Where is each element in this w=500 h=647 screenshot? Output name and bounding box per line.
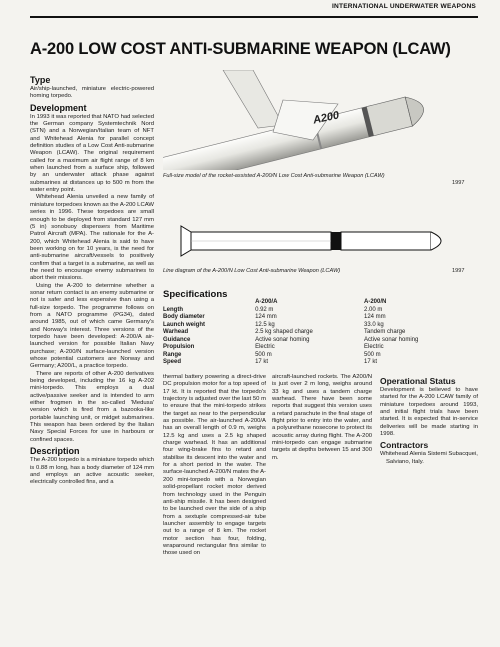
- specs-heading: Specifications: [163, 289, 228, 300]
- spec-value-a: 124 mm: [255, 314, 277, 320]
- spec-value-n: 124 mm: [363, 314, 386, 320]
- description-text: The A-200 torpedo is a miniature torpedo which is 0.88 m long, has a body diameter of 124 mm and employs an active acoustic seeker, electrically controlled fins, and a: [30, 457, 154, 486]
- torpedo-marking: A200: [312, 109, 341, 127]
- page-title: A-200 LOW COST ANTI-SUBMARINE WEAPON (LCAW): [30, 40, 451, 58]
- spec-value-a: 2.5 kg shaped charge: [255, 329, 313, 335]
- development-paragraph: In 1993 it was reported that NATO had selected the German company Systemtechnik Nord (STN) and a Norwegian/Italian team of NFT and Whitehead Alenia for parallel concept definition studies of a Low Cost Anti-submarine Weapon (LCAW). The original requirement called for a maximum air flight range of 8 km when launched from a surface ship, followed by an underwater attack phase against submarines at distances up to 500 m from the water entry point.: [30, 113, 154, 194]
- spec-value-n: 17 kt: [363, 359, 377, 365]
- left-column: [30, 73, 154, 487]
- spec-label: Propulsion: [163, 344, 195, 350]
- section-tag: INTERNATIONAL UNDERWATER WEAPONS: [331, 3, 476, 10]
- header-rule: [30, 16, 478, 18]
- operational-status-heading: Operational Status: [380, 376, 456, 386]
- body-text-col2: thermal battery powering a direct-drive DC propulsion motor for a top speed of 17 kt. It is reported that the torpedo's trajectory is adjusted over the last 50 m to ensure that the mini-torpedo strikes the target as near to the perpendicular as possible. The air-launched A-200/A has an overall length of 0.9 m, weighs 12.5 kg and uses a 2.5 kg shaped charge warhead. It has an additional four wing-brake fins to retard and stabilise its descent into the water and for a short period in the water. The surface-launched A-200/N mates the A-200 mini-torpedo with a Norwegian solid-propellant rocket motor derived from technology used in the Penguin anti-ship missile. It has been designed to be launched over the side of a ship from a sextuple compressed-air tube launcher assembly to engage targets out to a range of 8 km. The rocket motor section has four, folding, wraparound rectangular fins similar to those used on: [163, 374, 266, 557]
- specs-row: [163, 307, 463, 315]
- middle-column: [163, 374, 266, 558]
- specs-row: [163, 359, 463, 367]
- specs-row: [163, 329, 463, 337]
- spec-value-a: 500 m: [255, 351, 272, 358]
- type-text: Air/ship-launched, miniature electric-powered homing torpedo.: [30, 86, 154, 100]
- development-paragraph: Using the A-200 to determine whether a sonar return contact is an enemy submarine or not is safer and less expensive than using a full-size torpedo. The programme follows on from a NATO programme (PG34), dated around 1985, out of which came Germany's and Norway's interest. Three versions of the torpedo have been developed: A-200/A air-launched version for possible Italian Navy purchase; A-200/N surface-launched version whose potential customers are Norway and Germany; A200/L, a practice torpedo.: [30, 282, 154, 370]
- contractor-location: Salviano, Italy.: [386, 458, 424, 465]
- specs-row: [163, 337, 463, 345]
- description-heading: Description: [30, 446, 80, 457]
- development-paragraph: There are reports of other A-200 derivatives being developed, including the 16 kg A-202 mini-torpedo. This employs a dual active/passive seeker and is intended to arm either frogmen in the so-called 'Medusa' version which is fired from a bazooka-like portable launching unit, or midget submarines. This weapon has been ordered by the Italian Navy Special Forces for use in harbours or confined spaces.: [30, 370, 154, 443]
- contractor-name: Whitehead Alenia Sistemi Subacquei,: [380, 451, 478, 458]
- type-heading: Type: [30, 75, 51, 85]
- spec-value-n: 33.0 kg: [363, 321, 384, 328]
- spec-label: Speed: [163, 359, 182, 365]
- spec-value-n: 2.00 m: [363, 306, 383, 313]
- spec-value-a: 12.5 kg: [255, 321, 275, 328]
- spec-value-n: 500 m: [363, 351, 381, 358]
- specs-col-a: A-200/A: [255, 299, 278, 305]
- spec-label: Warhead: [163, 329, 189, 335]
- spec-label: Length: [163, 306, 183, 313]
- spec-value-n: Tandem charge: [363, 329, 406, 335]
- spec-value-a: 0.92 m: [255, 306, 274, 313]
- development-paragraph: Whitehead Alenia unveiled a new family of miniature torpedoes known as the A-200 LCAW series in 1996. These torpedoes are small enough to be deployed from standard 127 mm (5 in) sonobuoy dispensers from Maritime Patrol Aircraft (MPA). The rationale for the A-200, which Whitehead Alenia is said to have been working on for 10 years, is the need for anti-submarine aircraft/vessels to positively confirm that a target is a submarine, as well as the need to encourage enemy submarines to abort their missions.: [30, 194, 154, 282]
- development-heading: Development: [30, 102, 87, 113]
- spec-value-a: 17 kt: [255, 359, 269, 365]
- specs-row: [163, 322, 463, 330]
- middle-right-column: [272, 374, 372, 462]
- figure1-caption: Full-size model of the rocket-assisted A-200/N Low Cost Anti-submarine Weapon (LCAW): [163, 173, 385, 179]
- specs-col-label: [163, 299, 255, 307]
- spec-label: Guidance: [163, 336, 191, 343]
- specs-header-row: [163, 299, 463, 307]
- figure1-year: 1997: [452, 180, 465, 186]
- spec-value-n: Active sonar homing: [363, 336, 419, 343]
- operational-status-text: Development is believed to have started for the A-200 LCAW family of miniature torpedoes around 1993, and initial flight trials have been started. It is expected that in-service deliveries will be made starting in 1998.: [380, 387, 478, 438]
- body-text-col3: aircraft-launched rockets. The A200/N is just over 2 m long, weighs around 33 kg and uses a tandem charge warhead. There have been some reports that suggest this version uses a retard parachute in the final stage of flight prior to entry into the water, and a polyurethane nosecone to protect its acoustic array during flight. The A-200 mini-torpedo can engage submarine targets at depths between 15 and 300 m.: [272, 374, 372, 461]
- spec-value-a: Electric: [255, 344, 275, 350]
- specs-row: [163, 352, 463, 360]
- right-column: [380, 374, 478, 466]
- spec-label: Range: [163, 351, 182, 358]
- figure2-caption: Line diagram of the A-200/N Low Cost Anti-submarine Weapon (LCAW): [163, 268, 341, 274]
- specs-col-n: A-200/N: [363, 299, 387, 305]
- spec-label: Launch weight: [163, 321, 205, 328]
- contractors-heading: Contractors: [380, 440, 429, 451]
- spec-label: Body diameter: [163, 314, 205, 320]
- specs-row: [163, 314, 463, 322]
- spec-value-n: Electric: [363, 344, 384, 350]
- figure2-year: 1997: [452, 268, 465, 274]
- spec-value-a: Active sonar homing: [255, 336, 310, 343]
- specs-row: [163, 344, 463, 352]
- torpedo-line-diagram: [163, 222, 463, 262]
- specs-table: [163, 299, 463, 367]
